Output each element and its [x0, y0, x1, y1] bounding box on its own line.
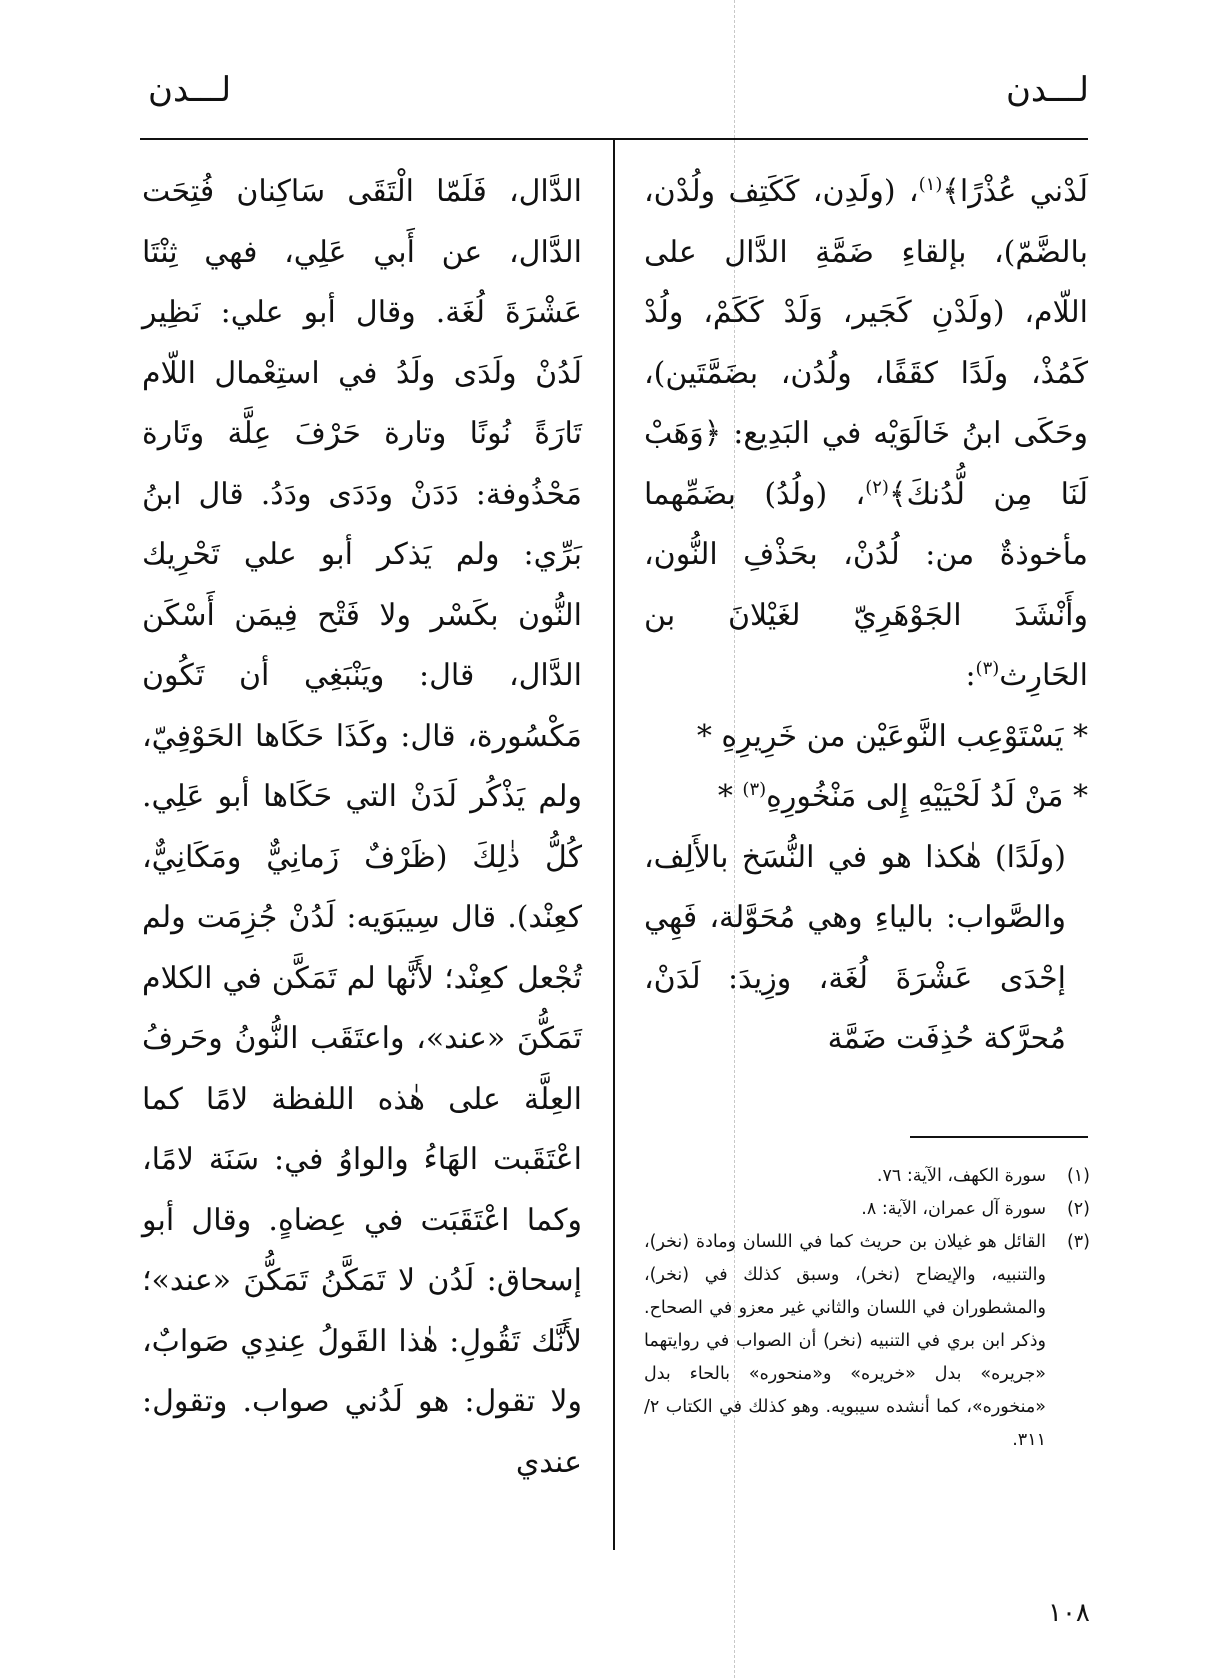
footnote-2 — [644, 1193, 1090, 1226]
footnote-separator — [910, 1136, 1088, 1138]
footnote-ref-3: (٣) — [975, 658, 1000, 679]
page-number: ١٠٨ — [1048, 1598, 1090, 1628]
footnote-text: سورة الكهف، الآية: ٧٦. — [876, 1166, 1046, 1186]
footnote-ref-2: (٢) — [865, 476, 889, 498]
footnote-text: القائل هو غيلان بن حريث كما في اللسان ومادة (نخر)، والتنبيه، والإيضاح (نخر)، وسبق كذلك في (نخر)، والمشطوران في اللسان والثاني غير معزو في الصحاح. وذكر ابن بري في التنبيه (نخر) أن الصواب في روايتهما «جريره» بدل «خريره» و«منحوره» بالحاء بدل «منخوره»، كما أنشده سيبويه. وهو كذلك في الكتاب ٢/ ٣١١. — [644, 1232, 1046, 1450]
left-column-paragraph: الدَّال، فَلَمّا الْتَقَى سَاكِنان فُتِحَت الدَّال، عن أَبي عَلِي، فهي ثِنْتَا عَشْرَةَ لُغَة. وقال أبو علي: نَظِير لَدُنْ ولَدَى ولَدُ في استِعْمال اللّام تَارَةً نُونًا وتارة حَرْفَ عِلَّة وتَارة مَحْذُوفة: دَدَنْ ودَدَى ودَدُ. قال ابنُ بَرِّي: ولم يَذكر أبو علي تَحْرِيك النُّون بكَسْر ولا فَتْح فِيمَن أَسْكَن الدَّال، قال: ويَنْبَغِي أن تَكُون مَكْسُورة، قال: وكَذَا حَكَاها الحَوْفِيّ، ولم يَذْكُر لَدَنْ التي حَكَاها أبو عَلِي. كُلُّ ذٰلِكَ (ظَرْفٌ زَمانِيٌّ ومَكَانِيٌّ، كعِنْد). قال سِيبَوَيه: لَدُنْ جُزِمَت ولم تُجْعل كعِنْد؛ لأَنَّها لم تَمَكَّن في الكلام تَمَكُّنَ «عند»، واعتَقَب النُّونُ وحَرفُ العِلَّة على هٰذه اللفظة لامًا كما اعْتَقَبت الهَاءُ والواوُ في: سَنَة لامًا، وكما اعْتَقَبَت في عِضاهٍ. وقال أبو إسحاق: لَدُن لا تَمَكَّنُ تَمَكُّنَ «عند»؛ لأَنَّك تَقُولِ: هٰذا القَولُ عِندِي صَوابٌ، ولا تقول: هو لَدُني صواب. وتقول: عندي — [142, 174, 582, 1480]
right-column — [644, 162, 1088, 1070]
derivation-text: ، (ولُدُ) بضَمِّهما مأخوذةٌ من: لُدُنْ، بحَذْفِ النُّون، وأَنْشَدَ الجَوْهَرِيّ لغَيْلانَ بن الحَارِث — [644, 476, 1088, 693]
footnote-number: (٢) — [1066, 1199, 1090, 1219]
verse-line-2-end: * — [717, 779, 743, 814]
entry-forms-text: ، (ولَدِن، كَكَتِف ولُدْن، بالضَّمّ)، بإلقاءِ ضَمَّةِ الدَّال على اللّام، (ولَدْنِ كَجَير، وَلَدْ كَكَمْ، ولُدْ كَمُذْ، ولَدًا كقَفًا، ولُدُن، بضَمَّتَين)، وحَكَى ابنُ خَالَوَيْه في البَدِيع: ﴿وَهَبْ لَنَا مِن لُّدُنكَ﴾ — [644, 174, 1088, 512]
footnote-1 — [644, 1160, 1090, 1193]
footnote-number: (١) — [1066, 1166, 1090, 1186]
colon-text: : — [965, 658, 976, 693]
right-column-paragraph-2: (ولَدًا) هٰكذا هو في النُّسَخ بالأَلِف، والصَّواب: بالياءِ وهي مُحَوَّلة، فَهِي إحْدَى عَشْرَةَ لُغَة، وزِيدَ: لَدَنْ، مُحرَّكة حُذِفَت ضَمَّة — [644, 839, 1066, 1056]
footnote-number: (٣) — [1066, 1232, 1090, 1252]
running-header-left: لـــدن — [148, 70, 232, 110]
verse-line-2 — [644, 767, 1088, 828]
footnote-3 — [644, 1226, 1090, 1457]
footnote-ref-1: (١) — [918, 174, 943, 195]
verse-line-2-text: * مَنْ لَدُ لَحْيَيْهِ إِلى مَنْخُورِهِ — [766, 779, 1088, 814]
right-column-paragraph-1 — [644, 162, 1088, 707]
footnotes — [644, 1160, 1090, 1457]
verse-line-1: * يَسْتَوْعِب النَّوعَيْن من خَرِيرِهِ * — [696, 718, 1088, 754]
footnote-ref-3b: (٣) — [742, 779, 767, 800]
running-header-right: لـــدن — [1005, 70, 1089, 110]
quran-quote-1: لَدْني عُذْرًا﴾ — [942, 174, 1088, 209]
footnote-text: سورة آل عمران، الآية: ٨. — [861, 1199, 1046, 1219]
left-column — [142, 162, 582, 1493]
column-divider — [613, 140, 615, 1550]
